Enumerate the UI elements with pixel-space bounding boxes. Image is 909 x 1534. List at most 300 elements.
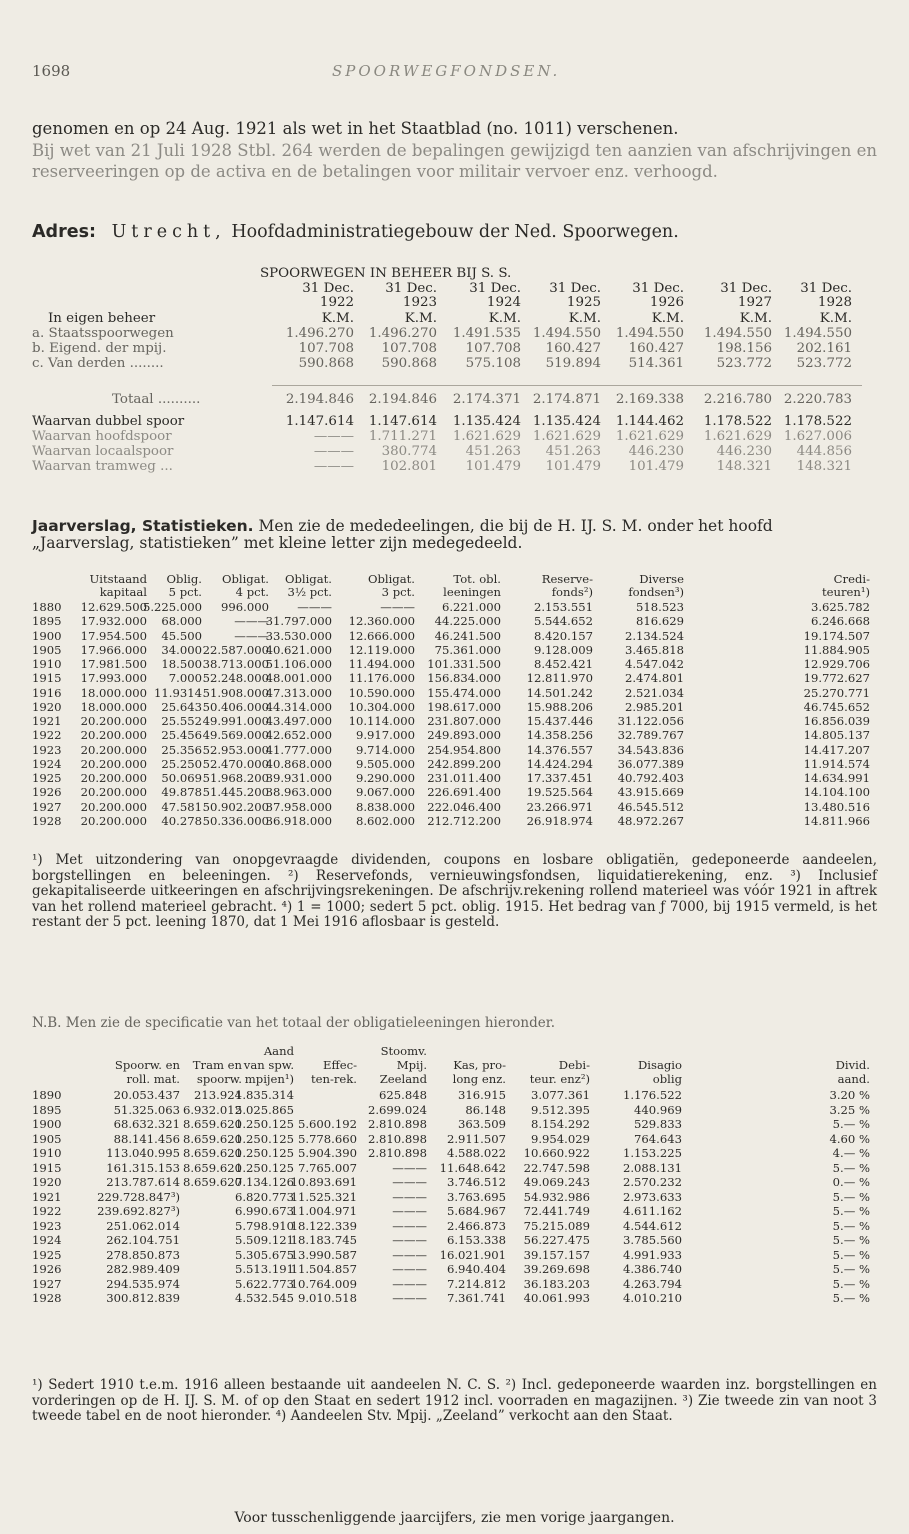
- table3-cell: 4.263.794: [622, 1276, 682, 1291]
- table2-cell: 242.899.200: [427, 756, 501, 771]
- table2-cell: 14.424.294: [526, 756, 593, 771]
- table1-cell: 1.621.629: [703, 429, 772, 444]
- table1-cell: ———: [313, 459, 354, 474]
- table2-cell: 22.587.000: [202, 642, 269, 657]
- table2-cell: 49.878: [161, 785, 202, 800]
- table3-cell: 88.141.456: [113, 1131, 180, 1146]
- table2-cell: 11.914.574: [803, 756, 870, 771]
- table2-cell: 52.470.000: [202, 756, 269, 771]
- table2-row: [32, 614, 877, 628]
- table2-cell: 5.544.652: [533, 614, 593, 629]
- table3-cell: ———: [392, 1218, 427, 1233]
- table1-cell: 575.108: [465, 356, 521, 371]
- table2-cell: 68.000: [161, 614, 202, 629]
- table1-cell: 446.230: [716, 444, 772, 459]
- table2-head: Credi-: [833, 572, 870, 586]
- table3-cell: 3.20 %: [829, 1088, 870, 1102]
- table1-row: [32, 459, 877, 474]
- table3-head: roll. mat.: [126, 1072, 180, 1086]
- table3-row: [32, 1277, 877, 1291]
- table2-cell: 44.225.000: [434, 614, 501, 629]
- table3-cell: 6.932.012: [182, 1102, 242, 1117]
- table1-cell: 1.494.550: [783, 326, 852, 341]
- table2-head: 3½ pct.: [287, 585, 332, 599]
- table2-cell: 11.9314: [154, 685, 202, 700]
- running-header: [32, 62, 877, 82]
- table1-cell: 1.494.550: [703, 326, 772, 341]
- table2-year: 1880: [32, 600, 62, 614]
- table3-head: aand.: [837, 1072, 870, 1086]
- table2-head: Diverse: [639, 572, 684, 586]
- table2-cell: 12.360.000: [348, 614, 415, 629]
- table2-cell: 20.200.000: [80, 756, 147, 771]
- table3-cell: 161.315.153: [106, 1160, 180, 1175]
- table1-row-header: In eigen beheer: [48, 311, 156, 326]
- table3-cell: 2.810.898: [367, 1146, 427, 1160]
- table3-head: Stoomv.: [380, 1044, 427, 1058]
- table2-row: [32, 757, 877, 771]
- table3-cell: 4.544.612: [622, 1218, 682, 1233]
- table2-row: [32, 743, 877, 757]
- table3-cell: ———: [392, 1189, 427, 1204]
- table2-cell: 18.000.000: [80, 685, 147, 700]
- table2-cell: 15.988.206: [526, 699, 593, 714]
- table3-year: 1895: [32, 1102, 62, 1117]
- table1-cell: 101.479: [628, 459, 684, 474]
- table2-cell: 10.590.000: [348, 685, 415, 700]
- table3-cell: 1.250.125: [234, 1131, 294, 1146]
- table3-head: spoorw.: [196, 1072, 242, 1086]
- table2-cell: 816.629: [636, 614, 684, 629]
- table3-row: [32, 1175, 877, 1189]
- table3-cell: 5.— %: [832, 1233, 870, 1247]
- table1-cell: 2.194.846: [285, 392, 354, 407]
- table2-cell: 2.474.801: [624, 671, 684, 686]
- table1-cell: 451.263: [545, 444, 601, 459]
- table3-cell: 2.699.024: [367, 1102, 427, 1117]
- table1-row-label: Waarvan tramweg ...: [32, 459, 173, 474]
- table1-cell: 102.801: [381, 459, 437, 474]
- table2-head: Obligat.: [284, 572, 332, 586]
- table3-cell: 2.570.232: [622, 1175, 682, 1189]
- table1-cell: 446.230: [628, 444, 684, 459]
- table2-row: [32, 686, 877, 700]
- table3-cell: 49.069.243: [523, 1175, 590, 1189]
- table3-cell: ———: [392, 1262, 427, 1276]
- table1-cell: 523.772: [716, 356, 772, 371]
- table2-cell: 46.241.500: [434, 628, 501, 643]
- table3-cell: 3.077.361: [530, 1088, 590, 1102]
- table2-cell: 51.445.200: [202, 785, 269, 800]
- table2-row: [32, 785, 877, 799]
- table2-cell: 15.437.446: [526, 714, 593, 728]
- table2-cell: 9.714.000: [355, 742, 415, 757]
- table2-cell: 14.358.256: [526, 728, 593, 743]
- table1-row: [32, 392, 877, 407]
- table2-cell: 33.530.000: [265, 628, 332, 643]
- table3-cell: 75.215.089: [523, 1218, 590, 1233]
- table3-cell: 1.250.125: [234, 1146, 294, 1160]
- table1-cell: 1.496.270: [368, 326, 437, 341]
- table3-cell: 9.010.518: [297, 1291, 357, 1305]
- table3-cell: 5.025.865: [234, 1102, 294, 1117]
- intro-line: genomen en op 24 Aug. 1921 als wet in het Staatblad (no. 1011) verschenen.: [32, 119, 679, 138]
- table3-cell: 5.— %: [832, 1276, 870, 1291]
- table2-cell: 25.643: [161, 699, 202, 714]
- table3-cell: 54.932.986: [523, 1189, 590, 1204]
- table3-cell: 8.154.292: [530, 1117, 590, 1131]
- table1-cell: 1.627.006: [783, 429, 852, 444]
- table2-year: 1928: [32, 813, 62, 828]
- table2-cell: 31.797.000: [265, 614, 332, 629]
- table2-cell: 101.331.500: [427, 657, 501, 671]
- table2-cell: 52.248.000: [202, 671, 269, 686]
- table3-cell: 39.157.157: [523, 1247, 590, 1262]
- table3-cell: 5.— %: [832, 1117, 870, 1131]
- table2-cell: 8.838.000: [355, 799, 415, 814]
- table2-cell: 14.805.137: [803, 728, 870, 743]
- table1-cell: 1.711.271: [368, 429, 437, 444]
- table3-cell: 363.509: [458, 1117, 506, 1131]
- table2-cell: 31.122.056: [617, 714, 684, 728]
- table1-row: [32, 326, 877, 341]
- table3-cell: 36.183.203: [523, 1276, 590, 1291]
- table2-cell: 46.545.512: [617, 799, 684, 814]
- table3-cell: 529.833: [634, 1117, 682, 1131]
- table2-year: 1924: [32, 756, 62, 771]
- table2-cell: 47.581: [161, 799, 202, 814]
- address-label: Adres:: [32, 222, 96, 242]
- table2-cell: 2.134.524: [624, 628, 684, 643]
- table1-cell: 107.708: [465, 341, 521, 356]
- table3-cell: 5.— %: [832, 1160, 870, 1175]
- table3-row: [32, 1219, 877, 1233]
- table3-cell: 5.— %: [832, 1189, 870, 1204]
- table1-total-rule: [272, 385, 862, 386]
- table2-cell: 17.337.451: [526, 771, 593, 785]
- table3-cell: 3.25 %: [829, 1102, 870, 1117]
- table2-cell: 222.046.400: [427, 799, 501, 814]
- table1-row-label: Totaal ..........: [112, 392, 201, 407]
- table3-year: 1926: [32, 1262, 62, 1276]
- table2-cell: 17.993.000: [80, 671, 147, 686]
- table3-cell: 294.535.974: [106, 1276, 180, 1291]
- table3-head: Disagio: [638, 1058, 682, 1072]
- table2-cell: 49.991.000: [202, 714, 269, 728]
- table2-cell: 43.915.669: [617, 785, 684, 800]
- table2-cell: 75.361.000: [434, 642, 501, 657]
- table2-row: [32, 600, 877, 614]
- table3-cell: 9.954.029: [530, 1131, 590, 1146]
- table2-cell: 8.420.157: [533, 628, 593, 643]
- table2-cell: 2.153.551: [533, 600, 593, 614]
- table2-cell: 6.246.668: [810, 614, 870, 629]
- table3-year: 1923: [32, 1218, 62, 1233]
- table2-row: [32, 771, 877, 785]
- table1-cell: 590.868: [298, 356, 354, 371]
- table3-cell: 56.227.475: [523, 1233, 590, 1247]
- table3-cell: 2.088.131: [622, 1160, 682, 1175]
- table2-year: 1921: [32, 714, 62, 728]
- jaarverslag-label: Jaarverslag, Statistieken.: [32, 517, 254, 535]
- table2-cell: 2.985.201: [624, 699, 684, 714]
- table2-cell: 8.602.000: [355, 813, 415, 828]
- table2-cell: 14.104.100: [803, 785, 870, 800]
- table2-cell: 32.789.767: [617, 728, 684, 743]
- table3-cell: 10.893.691: [290, 1175, 357, 1189]
- table3-cell: ———: [392, 1291, 427, 1305]
- table3-cell: 18.183.745: [290, 1233, 357, 1247]
- table2-cell: 9.067.000: [355, 785, 415, 800]
- table2-cell: 4.547.042: [624, 657, 684, 671]
- table3-cell: 282.989.409: [106, 1262, 180, 1276]
- table2-head: Tot. obl.: [453, 572, 501, 586]
- table1-year-row: [32, 295, 877, 310]
- table3-cell: 2.810.898: [367, 1131, 427, 1146]
- table2-head: 5 pct.: [168, 585, 202, 599]
- table2-row: [32, 629, 877, 643]
- table2-cell: ———: [297, 600, 332, 614]
- table3-head: Effec-: [323, 1058, 357, 1072]
- table2-cell: 50.902.200: [202, 799, 269, 814]
- table3-cell: ———: [392, 1276, 427, 1291]
- table3-cell: 0.— %: [832, 1175, 870, 1189]
- table3-cell: 7.361.741: [446, 1291, 506, 1305]
- table2-cell: 2.521.034: [624, 685, 684, 700]
- table2-cell: 41.777.000: [265, 742, 332, 757]
- table1-row-label: Waarvan hoofdspoor: [32, 429, 172, 444]
- table3-cell: 4.991.933: [622, 1247, 682, 1262]
- table2-cell: 40.278: [161, 813, 202, 828]
- table3-cell: 39.269.698: [523, 1262, 590, 1276]
- table1-year: 1925: [566, 295, 601, 310]
- table3-cell: 5.— %: [832, 1218, 870, 1233]
- table2-cell: 26.918.974: [526, 813, 593, 828]
- table1-year: 1922: [319, 295, 354, 310]
- table3-cell: 22.747.598: [523, 1160, 590, 1175]
- table1-cell: 590.868: [381, 356, 437, 371]
- table1-cell: 514.361: [628, 356, 684, 371]
- table3-cell: 262.104.751: [106, 1233, 180, 1247]
- table2-cell: 40.621.000: [265, 642, 332, 657]
- table3-cell: 11.004.971: [290, 1204, 357, 1218]
- table3-head-row-0: [32, 1044, 877, 1058]
- table1-date: 31 Dec.: [549, 281, 601, 296]
- table1-row-label: Waarvan locaalspoor: [32, 444, 174, 459]
- table1-year: 1924: [486, 295, 521, 310]
- table3-cell: 5.— %: [832, 1247, 870, 1262]
- table2-cell: 23.266.971: [526, 799, 593, 814]
- table1-year: 1928: [817, 295, 852, 310]
- table3-cell: 625.848: [379, 1088, 427, 1102]
- table2-cell: 25.270.771: [803, 685, 870, 700]
- table1-date-row: [32, 281, 877, 296]
- table1-cell: 1.621.629: [615, 429, 684, 444]
- table3-cell: 5.— %: [832, 1262, 870, 1276]
- table3-cell: 300.812.839: [106, 1291, 180, 1305]
- table3-cell: 1.153.225: [622, 1146, 682, 1160]
- table2-cell: 38.713.000: [202, 657, 269, 671]
- intro-faint-paragraph: Bij wet van 21 Juli 1928 Stbl. 264 werden de bepalingen gewijzigd ten aanzien van afschrijvingen en reserveeringen op de activa en de betalingen voor militair vervoer enz. verhoogd.: [32, 141, 877, 181]
- table3-cell: 1.176.522: [622, 1088, 682, 1102]
- table3-head: mpijen¹): [244, 1072, 294, 1086]
- table3-cell: 16.021.901: [439, 1247, 506, 1262]
- table3-cell: ———: [392, 1204, 427, 1218]
- table3-cell: 72.441.749: [523, 1204, 590, 1218]
- table3-cell: 8.659.620: [182, 1131, 242, 1146]
- table1-date: 31 Dec.: [720, 281, 772, 296]
- table3-head: teur. enz²): [529, 1072, 590, 1086]
- table1-cell: 1.494.550: [532, 326, 601, 341]
- table1-cell: 1.178.522: [703, 414, 772, 429]
- table3-cell: 4.— %: [832, 1146, 870, 1160]
- table3-row: [32, 1146, 877, 1160]
- table1-cell: 160.427: [545, 341, 601, 356]
- table3-cell: 239.692.827³): [97, 1204, 180, 1218]
- address-line: [32, 222, 877, 242]
- table2-cell: 6.221.000: [441, 600, 501, 614]
- table3-cell: 1.250.125: [234, 1117, 294, 1131]
- table2-year: 1925: [32, 771, 62, 785]
- table3-cell: ———: [392, 1160, 427, 1175]
- table1-unit: K.M.: [488, 311, 521, 326]
- running-title: SPOORWEGFONDSEN.: [332, 62, 561, 80]
- table1-row: [32, 356, 877, 371]
- table1-cell: 2.194.846: [368, 392, 437, 407]
- table2-cell: 25.456: [161, 728, 202, 743]
- table3-year: 1927: [32, 1276, 62, 1291]
- table2-head: Uitstaand: [89, 572, 147, 586]
- table2-year: 1895: [32, 614, 62, 629]
- table1-cell: ———: [313, 444, 354, 459]
- table1-cell: 202.161: [796, 341, 852, 356]
- table3-cell: 213.924: [194, 1088, 242, 1102]
- table3-cell: 7.214.812: [446, 1276, 506, 1291]
- table2-cell: 45.500: [161, 628, 202, 643]
- table3-cell: 86.148: [465, 1102, 506, 1117]
- table2-cell: 17.981.500: [80, 657, 147, 671]
- table2-cell: 18.500: [161, 657, 202, 671]
- jaarverslag-paragraph: [32, 518, 877, 552]
- table3-row: [32, 1088, 877, 1102]
- table2-year: 1920: [32, 699, 62, 714]
- table2-row: [32, 657, 877, 671]
- table2-cell: 20.200.000: [80, 813, 147, 828]
- table3-head: ten-rek.: [310, 1072, 357, 1086]
- table2-head: teuren¹): [821, 585, 870, 599]
- table1-year: 1926: [649, 295, 684, 310]
- table3-row: [32, 1291, 877, 1305]
- table3-cell: 1.835.314: [234, 1088, 294, 1102]
- table2-cell: 14.501.242: [526, 685, 593, 700]
- table2-cell: 34.000: [161, 642, 202, 657]
- table3-cell: 6.153.338: [446, 1233, 506, 1247]
- table3-cell: 2.911.507: [446, 1131, 506, 1146]
- table2-cell: 12.811.970: [526, 671, 593, 686]
- table3-head: Divid.: [835, 1058, 870, 1072]
- table2-row: [32, 800, 877, 814]
- table2-cell: 7.000: [168, 671, 202, 686]
- table2-cell: 44.314.000: [265, 699, 332, 714]
- table3-cell: 20.053.437: [113, 1088, 180, 1102]
- table2-cell: 17.954.500: [80, 628, 147, 643]
- table3-cell: 10.660.922: [523, 1146, 590, 1160]
- table2-cell: 39.931.000: [265, 771, 332, 785]
- table2-cell: 37.958.000: [265, 799, 332, 814]
- table2-cell: 249.893.000: [427, 728, 501, 743]
- table1-date: 31 Dec.: [800, 281, 852, 296]
- table2-row: [32, 671, 877, 685]
- table3-cell: 4.588.022: [446, 1146, 506, 1160]
- nb-line: N.B. Men zie de specificatie van het totaal der obligatieleeningen hieronder.: [32, 1015, 555, 1031]
- table2-cell: 40.868.000: [265, 756, 332, 771]
- table2-cell: 11.494.000: [348, 657, 415, 671]
- table3-cell: 8.659.620: [182, 1175, 242, 1189]
- table1-cell: ———: [313, 429, 354, 444]
- table2-year: 1923: [32, 742, 62, 757]
- table3-cell: 4.386.740: [622, 1262, 682, 1276]
- table3-year: 1915: [32, 1160, 62, 1175]
- table2-cell: 996.000: [221, 600, 269, 614]
- table2-head: fonds²): [551, 585, 593, 599]
- table2-cell: 9.128.009: [533, 642, 593, 657]
- table2-cell: 10.304.000: [348, 699, 415, 714]
- table3-cell: 2.466.873: [446, 1218, 506, 1233]
- table3-year: 1920: [32, 1175, 62, 1189]
- table3-cell: 213.787.614: [106, 1175, 180, 1189]
- table3-head: van spw.: [243, 1058, 294, 1072]
- table3-cell: 4.611.162: [622, 1204, 682, 1218]
- table2-cell: 36.077.389: [617, 756, 684, 771]
- table2-cell: 20.200.000: [80, 799, 147, 814]
- table3-cell: 5.904.390: [297, 1146, 357, 1160]
- table3-cell: 5.798.910: [234, 1218, 294, 1233]
- table3-head: Mpij.: [396, 1058, 427, 1072]
- table1-cell: 380.774: [381, 444, 437, 459]
- table2-row: [32, 714, 877, 728]
- table2-cell: 19.525.564: [526, 785, 593, 800]
- table2-cell: ———: [380, 600, 415, 614]
- table2-cell: 50.336.000: [202, 813, 269, 828]
- table2-row: [32, 700, 877, 714]
- jaarverslag-text: Men zie de mededeelingen, die bij de H. IJ. S. M. onder het hoofd „Jaarverslag, statistieken” met kleine letter zijn medegedeeld.: [32, 517, 773, 552]
- table3-cell: 5.778.660: [297, 1131, 357, 1146]
- table3-year: 1924: [32, 1233, 62, 1247]
- table2-cell: 14.811.966: [803, 813, 870, 828]
- table1-cell: 1.135.424: [452, 414, 521, 429]
- table3-cell: 2.973.633: [622, 1189, 682, 1204]
- table3-cell: 11.525.321: [290, 1189, 357, 1204]
- table2-cell: 19.772.627: [803, 671, 870, 686]
- table1-unit: K.M.: [404, 311, 437, 326]
- table1-row-label: b. Eigend. der mpij.: [32, 341, 167, 356]
- table3-cell: 7.765.007: [297, 1160, 357, 1175]
- table2-cell: 16.856.039: [803, 714, 870, 728]
- table1-cell: 107.708: [298, 341, 354, 356]
- table3-cell: 6.990.673: [234, 1204, 294, 1218]
- table2-cell: 156.834.000: [427, 671, 501, 686]
- table3-cell: 8.659.620: [182, 1146, 242, 1160]
- table2-cell: 5.225.000: [142, 600, 202, 614]
- table1-cell: 1.135.424: [532, 414, 601, 429]
- table1-year: 1927: [737, 295, 772, 310]
- table3-head: long enz.: [452, 1072, 506, 1086]
- table2-year: 1916: [32, 685, 62, 700]
- table2-cell: 18.000.000: [80, 699, 147, 714]
- table2-year: 1926: [32, 785, 62, 800]
- table3-cell: 1.250.125: [234, 1160, 294, 1175]
- table3-head-row-1: [32, 1058, 877, 1072]
